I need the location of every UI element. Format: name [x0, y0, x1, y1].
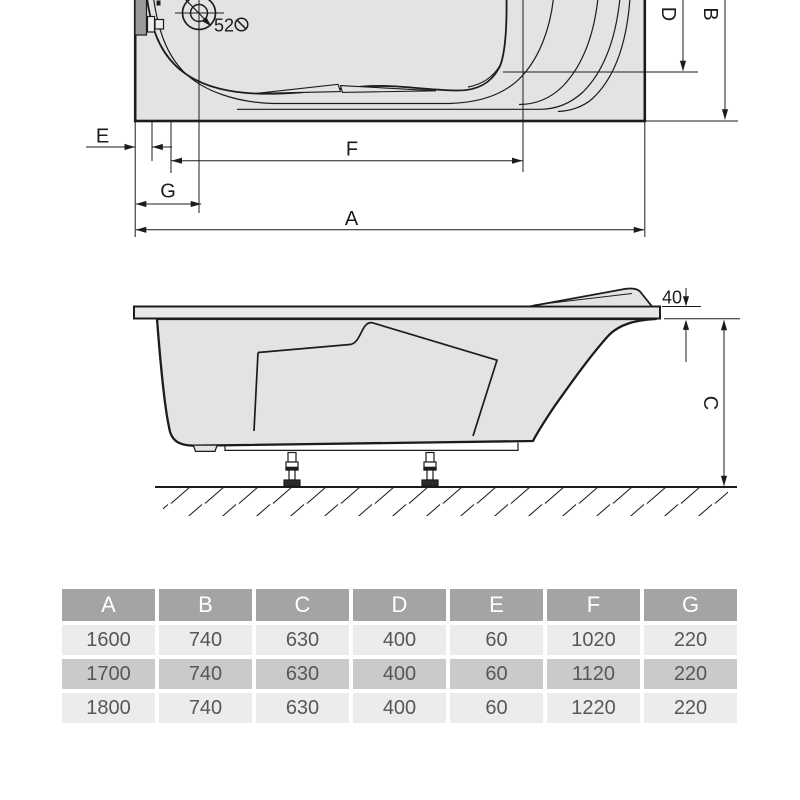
tub-body-profile [157, 319, 656, 446]
table-cell: 1020 [547, 625, 640, 655]
dim-c-label: C [699, 395, 721, 411]
table-cell: 1800 [62, 693, 155, 723]
table-header-b: B [159, 589, 252, 621]
rim-slab [134, 307, 660, 319]
table-cell: 740 [159, 693, 252, 723]
drain-diameter-label: 52 [214, 15, 235, 36]
table-cell: 220 [644, 693, 737, 723]
dim-d-label: D [657, 6, 679, 22]
table-header-c: C [256, 589, 349, 621]
dim-g-label: G [160, 180, 176, 203]
dim-f-label: F [345, 138, 359, 161]
arrow-left-icon [152, 144, 163, 150]
arrow-down-icon [722, 109, 728, 120]
dim-e-label: E [95, 125, 110, 148]
dimension-e [86, 126, 172, 151]
dim-b-label: B [699, 7, 721, 21]
dimension-d [657, 0, 686, 71]
arrow-down-icon [721, 476, 727, 486]
dim-a-label: A [344, 208, 359, 230]
ground-hatching [163, 488, 728, 516]
dimension-c [699, 320, 727, 486]
table-cell: 630 [256, 693, 349, 723]
table-cell: 60 [450, 625, 543, 655]
table-cell: 60 [450, 659, 543, 689]
dimension-f [172, 139, 523, 164]
table-cell: 630 [256, 625, 349, 655]
dimension-g [136, 181, 201, 208]
dimension-a [136, 208, 644, 233]
arrow-right-icon [512, 158, 523, 164]
table-header-f: F [547, 589, 640, 621]
table-header-a: A [62, 589, 155, 621]
table-cell: 60 [450, 693, 543, 723]
arrow-left-icon [172, 158, 183, 164]
table-cell: 1700 [62, 659, 155, 689]
arrow-down-icon [680, 61, 686, 72]
arrow-left-icon [136, 227, 147, 233]
dimension-b [699, 0, 728, 120]
table-cell: 1600 [62, 625, 155, 655]
table-header-g: G [644, 589, 737, 621]
drain-bump [194, 446, 218, 452]
table-cell: 400 [353, 625, 446, 655]
table-cell: 740 [159, 625, 252, 655]
dimension-40 [662, 288, 740, 363]
arrow-right-icon [125, 144, 136, 150]
table-cell: 740 [159, 659, 252, 689]
side-view [134, 288, 740, 517]
table-cell: 220 [644, 659, 737, 689]
table-header-d: D [353, 589, 446, 621]
table-header-e: E [450, 589, 543, 621]
table-cell: 630 [256, 659, 349, 689]
table-cell: 1220 [547, 693, 640, 723]
arrow-up-icon [721, 320, 727, 330]
arrow-down-icon [683, 296, 689, 306]
dimension-table [62, 589, 737, 723]
arrow-right-icon [634, 227, 645, 233]
leg-rear [422, 453, 438, 487]
table-cell: 220 [644, 625, 737, 655]
top-view [86, 0, 738, 237]
arrow-right-icon [191, 201, 202, 207]
arrow-left-icon [136, 201, 147, 207]
dim-40-label: 40 [661, 287, 682, 308]
leg-front [284, 453, 300, 487]
table-cell: 400 [353, 693, 446, 723]
arrow-up-icon [683, 320, 689, 330]
table-cell: 400 [353, 659, 446, 689]
table-cell: 1120 [547, 659, 640, 689]
